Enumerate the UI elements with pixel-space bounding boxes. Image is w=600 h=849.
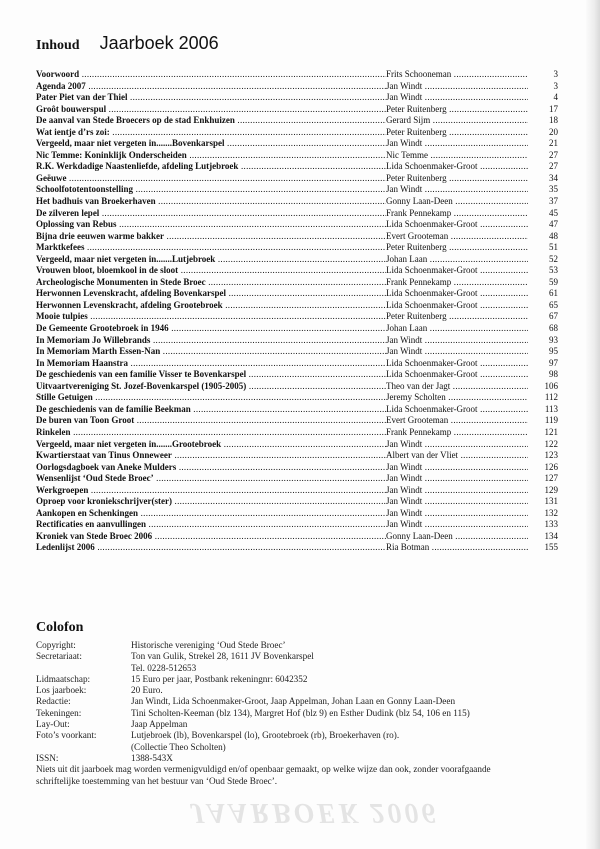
toc-entry [36, 450, 558, 462]
toc-entry [36, 496, 558, 508]
colofon-value: 15 Euro per jaar, Postbank rekeningnr: 6042352 [131, 673, 308, 684]
toc-entry-author: Gonny Laan-Deen ..... [386, 531, 552, 543]
toc-entry-page: 155 [528, 542, 558, 554]
toc-entry-title: Pater Piet van der Thiel ..... [36, 92, 386, 104]
toc-entry-title: Wensenlijst ‘Oud Stede Broec’ ..... [36, 473, 386, 485]
toc-entry-author: Peter Ruitenberg ..... [386, 127, 552, 139]
toc-entry [36, 104, 558, 116]
colofon-value: (Collectie Theo Scholten) [131, 741, 226, 752]
toc-entry-page: 97 [528, 358, 558, 370]
toc-entry-author: Nic Temme ..... [386, 150, 552, 162]
colofon-value: 1388-543X [131, 752, 173, 763]
toc-entry [36, 346, 558, 358]
toc-entry-title: Agenda 2007 ..... [36, 81, 386, 93]
toc-entry-page: 127 [528, 473, 558, 485]
toc-entry-author: Albert van der Vliet ..... [386, 450, 552, 462]
toc-entry [36, 92, 558, 104]
toc-entry-page: 53 [528, 265, 558, 277]
toc-entry-page: 126 [528, 462, 558, 474]
toc-entry-title: Bijna drie eeuwen warme bakker ..... [36, 231, 386, 243]
toc-entry-page: 95 [528, 346, 558, 358]
toc-entry [36, 404, 558, 416]
toc-entry-author: Jan Windt ..... [386, 346, 552, 358]
toc-entry-title: Marktkefees ..... [36, 242, 386, 254]
toc-entry-title: Uitvaartvereniging St. Jozef-Bovenkarspel (1905-2005) ..... [36, 381, 386, 393]
toc-entry-page: 52 [528, 254, 558, 266]
toc-entry [36, 173, 558, 185]
toc-entry-author: Jeremy Scholten ..... [386, 392, 552, 404]
toc-entry-author: Peter Ruitenberg ..... [386, 311, 552, 323]
toc-entry-title: De geschiedenis van de familie Beekman ..... [36, 404, 386, 416]
colofon-block [36, 640, 566, 787]
toc-entry [36, 288, 558, 300]
colofon-label: Lay-Out: [36, 719, 70, 730]
toc-entry-page: 37 [528, 196, 558, 208]
toc-entry-author: Ria Botman ..... [386, 542, 552, 554]
copyright-notice: Niets uit dit jaarboek mag worden vermenigvuldigd en/of openbaar gemaakt, op welke wijze dan ook, zonder voorafgaande [36, 764, 491, 775]
toc-entry-author: Gonny Laan-Deen ..... [386, 196, 552, 208]
toc-entry-title: Vergeeld, maar niet vergeten in.......Grootebroek ..... [36, 439, 386, 451]
toc-entry-title: In Memoriam Marth Essen-Nan ..... [36, 346, 386, 358]
toc-entry-page: 93 [528, 335, 558, 347]
toc-entry-author: Jan Windt ..... [386, 496, 552, 508]
toc-entry-page: 129 [528, 485, 558, 497]
toc-entry [36, 531, 558, 543]
toc-entry-author: Frank Pennekamp ..... [386, 277, 552, 289]
copyright-notice: schriftelijke toestemming van het bestuur van ‘Oud Stede Broec’. [36, 775, 278, 786]
toc-entry [36, 323, 558, 335]
toc-entry-title: De aanval van Stede Broecers op de stad Enkhuizen ..... [36, 115, 386, 127]
toc-entry-page: 27 [528, 161, 558, 173]
toc-entry-author: Lida Schoenmaker-Groot ..... [386, 358, 552, 370]
toc-entry-author: Jan Windt ..... [386, 519, 552, 531]
toc-entry-author: Lida Schoenmaker-Groot ..... [386, 161, 552, 173]
colofon-label: Copyright: [36, 640, 76, 650]
toc-entry-author: Peter Ruitenberg ..... [386, 104, 552, 116]
toc-entry-title: Kroniek van Stede Broec 2006 ..... [36, 531, 386, 543]
toc-entry-author: Lida Schoenmaker-Groot ..... [386, 300, 552, 312]
colofon-row [36, 663, 566, 674]
toc-entry-title: Oorlogsdagboek van Aneke Mulders ..... [36, 462, 386, 474]
toc-entry [36, 265, 558, 277]
toc-entry [36, 473, 558, 485]
toc-entry-page: 35 [528, 184, 558, 196]
toc-entry-page: 3 [528, 69, 558, 81]
toc-entry-author: Lida Schoenmaker-Groot ..... [386, 404, 552, 416]
colofon-value: Lutjebroek (lb), Bovenkarspel (lo), Grootebroek (rb), Broekerhaven (ro). [131, 730, 400, 741]
page-edge-shadow [586, 0, 600, 849]
toc-entry-title: Groôt bouwerspul ..... [36, 104, 386, 116]
toc-entry-page: 133 [528, 519, 558, 531]
toc-entry-page: 21 [528, 138, 558, 150]
colofon-row [36, 719, 566, 730]
toc-entry [36, 69, 558, 81]
toc-entry-author: Theo van der Jagt ..... [386, 381, 552, 393]
colofon-value: Tini Scholten-Keeman (blz 134), Margret Hof (blz 9) en Esther Dudink (blz 54, 106 en 115) [131, 707, 470, 718]
toc-entry-author: Johan Laan ..... [386, 323, 552, 335]
toc-entry-title: Oproep voor kroniekschrijver(ster) ..... [36, 496, 386, 508]
toc-entry [36, 462, 558, 474]
toc-entry-title: R.K. Werkdadige Naastenliefde, afdeling Lutjebroek ..... [36, 161, 386, 173]
colofon-label [36, 663, 131, 674]
toc-entry-page: 18 [528, 115, 558, 127]
toc-entry-page: 106 [528, 381, 558, 393]
toc-entry-title: Wat ientje d’rs zoi: ..... [36, 127, 386, 139]
page-title: Jaarboek 2006 [99, 33, 219, 53]
toc-entry [36, 439, 558, 451]
toc-entry [36, 311, 558, 323]
toc-entry-author: Jan Windt ..... [386, 473, 552, 485]
toc-entry-page: 65 [528, 300, 558, 312]
toc-entry-page: 134 [528, 531, 558, 543]
toc-entry [36, 115, 558, 127]
toc-entry-author: Lida Schoenmaker-Groot ..... [386, 219, 552, 231]
toc-entry-title: Oplossing van Rebus ..... [36, 219, 386, 231]
toc-entry [36, 242, 558, 254]
colofon-row [36, 708, 566, 719]
toc-entry-author: Jan Windt ..... [386, 138, 552, 150]
toc-entry-author: Jan Windt ..... [386, 485, 552, 497]
toc-entry [36, 369, 558, 381]
toc-entry-page: 123 [528, 450, 558, 462]
toc-entry-author: Frank Pennekamp ..... [386, 208, 552, 220]
toc-entry-title: Ledenlijst 2006 ..... [36, 542, 386, 554]
toc-entry [36, 161, 558, 173]
toc-entry-title: Herwonnen Levenskracht, afdeling Bovenkarspel ..... [36, 288, 386, 300]
toc-entry-title: Mooie tulpies ..... [36, 311, 386, 323]
toc-entry-page: 17 [528, 104, 558, 116]
toc-entry-author: Peter Ruitenberg ..... [386, 173, 552, 185]
toc-entry [36, 138, 558, 150]
toc-entry-page: 27 [528, 150, 558, 162]
toc-entry-title: Vergeeld, maar niet vergeten in.......Lutjebroek ..... [36, 254, 386, 266]
toc-entry-author: Jan Windt ..... [386, 92, 552, 104]
toc-entry-title: Schoolfototentoonstelling ..... [36, 184, 386, 196]
toc-entry-page: 47 [528, 219, 558, 231]
colofon-label: Secretariaat: [36, 651, 82, 662]
colofon-value: Tel. 0228-512653 [131, 662, 197, 673]
colofon-value: Ton van Gulik, Strekel 28, 1611 JV Bovenkarspel [131, 651, 314, 662]
toc-entry-page: 59 [528, 277, 558, 289]
toc-entry-page: 4 [528, 92, 558, 104]
colofon-label: Tekeningen: [36, 707, 82, 718]
toc-entry-title: Werkgroepen ..... [36, 485, 386, 497]
section-heading: Inhoud [36, 38, 80, 53]
toc-entry-page: 121 [528, 427, 558, 439]
colofon-heading: Colofon [36, 620, 84, 635]
toc-entry-page: 34 [528, 173, 558, 185]
toc-entry-title: Stille Getuigen ..... [36, 392, 386, 404]
colofon-row [36, 685, 566, 696]
toc-entry-page: 61 [528, 288, 558, 300]
toc-entry-author: Evert Grooteman ..... [386, 231, 552, 243]
toc-entry-author: Gerard Sijm ..... [386, 115, 552, 127]
toc-entry-title: Vergeeld, maar niet vergeten in.......Bovenkarspel ..... [36, 138, 386, 150]
toc-entry [36, 150, 558, 162]
toc-entry-author: Lida Schoenmaker-Groot ..... [386, 265, 552, 277]
toc-entry-author: Jan Windt ..... [386, 439, 552, 451]
colofon-value: 20 Euro. [131, 685, 163, 696]
toc-entry-author: Jan Windt ..... [386, 81, 552, 93]
toc-entry-page: 98 [528, 369, 558, 381]
toc-entry-author: Jan Windt ..... [386, 508, 552, 520]
toc-entry-author: Lida Schoenmaker-Groot ..... [386, 288, 552, 300]
colofon-value: Historische vereniging ‘Oud Stede Broec’ [131, 640, 286, 650]
toc-entry [36, 335, 558, 347]
colofon-label: ISSN: [36, 752, 59, 763]
toc-entry-title: Nic Temme: Koninklijk Onderscheiden ..... [36, 150, 386, 162]
toc-entry [36, 392, 558, 404]
toc-entry [36, 277, 558, 289]
toc-entry [36, 542, 558, 554]
toc-entry [36, 196, 558, 208]
toc-entry-page: 131 [528, 496, 558, 508]
toc-entry-author: Peter Ruitenberg ..... [386, 242, 552, 254]
colofon-label: Lidmaatschap: [36, 673, 91, 684]
toc-entry-title: Voorwoord ..... [36, 69, 386, 81]
toc-entry [36, 219, 558, 231]
toc-entry-page: 67 [528, 311, 558, 323]
toc-entry-page: 3 [528, 81, 558, 93]
toc-entry-title: Rinkelen ..... [36, 427, 386, 439]
toc-entry-page: 132 [528, 508, 558, 520]
toc-entry [36, 485, 558, 497]
toc-entry-title: Kwartierstaat van Tinus Onneweer ..... [36, 450, 386, 462]
toc-entry-title: Het badhuis van Broekerhaven ..... [36, 196, 386, 208]
toc-entry-page: 20 [528, 127, 558, 139]
colofon-row [36, 640, 566, 651]
toc-entry [36, 415, 558, 427]
toc-entry-title: Geëuwe ..... [36, 173, 386, 185]
toc-entry-author: Jan Windt ..... [386, 335, 552, 347]
colofon-label: Redactie: [36, 696, 71, 707]
colofon-row [36, 674, 566, 685]
toc-entry [36, 231, 558, 243]
toc-entry-title: Herwonnen Levenskracht, afdeling Grootebroek ..... [36, 300, 386, 312]
colofon-row [36, 753, 566, 764]
toc-entry-author: Frits Schooneman ..... [386, 69, 552, 81]
colofon-value: Jan Windt, Lida Schoenmaker-Groot, Jaap Appelman, Johan Laan en Gonny Laan-Deen [131, 696, 456, 707]
toc-entry [36, 81, 558, 93]
toc-entry-page: 112 [528, 392, 558, 404]
colofon-label [36, 742, 131, 753]
toc-entry-title: De geschiedenis van een familie Visser te Bovenkarspel ..... [36, 369, 386, 381]
toc-entry-title: Aankopen en Schenkingen ..... [36, 508, 386, 520]
toc-entry-author: Frank Pennekamp ..... [386, 427, 552, 439]
toc-entry [36, 358, 558, 370]
toc-entry [36, 519, 558, 531]
page-header [36, 33, 219, 57]
toc-entry-page: 51 [528, 242, 558, 254]
toc-entry-title: In Memoriam Haanstra ..... [36, 358, 386, 370]
toc-entry-title: De buren van Toon Groot ..... [36, 415, 386, 427]
colofon-value: Jaap Appelman [131, 719, 188, 730]
toc-entry [36, 184, 558, 196]
colofon-row [36, 651, 566, 662]
colofon-row [36, 730, 566, 741]
colofon-label: Los jaarboek: [36, 685, 87, 696]
toc-entry [36, 300, 558, 312]
colofon-label: Foto’s voorkant: [36, 730, 97, 741]
toc-entry-page: 119 [528, 415, 558, 427]
toc-entry-page: 113 [528, 404, 558, 416]
toc-entry-author: Lida Schoenmaker-Groot ..... [386, 369, 552, 381]
toc-entry-page: 45 [528, 208, 558, 220]
mirrored-watermark: JAARBOEK 2006 [190, 797, 439, 828]
toc-entry [36, 508, 558, 520]
toc-entry-page: 48 [528, 231, 558, 243]
toc-entry-title: Rectificaties en aanvullingen ..... [36, 519, 386, 531]
toc-entry [36, 254, 558, 266]
toc-entry-author: Jan Windt ..... [386, 462, 552, 474]
toc-entry-author: Jan Windt ..... [386, 184, 552, 196]
toc-entry [36, 381, 558, 393]
colofon-row [36, 696, 566, 707]
toc-entry-author: Johan Laan ..... [386, 254, 552, 266]
toc-entry [36, 208, 558, 220]
toc-entry-title: In Memoriam Jo Willebrands ..... [36, 335, 386, 347]
toc-entry [36, 427, 558, 439]
toc-entry-title: De zilveren lepel ..... [36, 208, 386, 220]
toc-entry-page: 68 [528, 323, 558, 335]
toc-entry-author: Evert Grooteman ..... [386, 415, 552, 427]
toc-entry-title: Vrouwen bloot, bloemkool in de sloot ..... [36, 265, 386, 277]
table-of-contents [36, 69, 558, 554]
toc-entry-page: 122 [528, 439, 558, 451]
toc-entry-title: De Gemeente Grootebroek in 1946 ..... [36, 323, 386, 335]
colofon-row [36, 742, 566, 753]
toc-entry [36, 127, 558, 139]
toc-entry-title: Archeologische Monumenten in Stede Broec ..... [36, 277, 386, 289]
